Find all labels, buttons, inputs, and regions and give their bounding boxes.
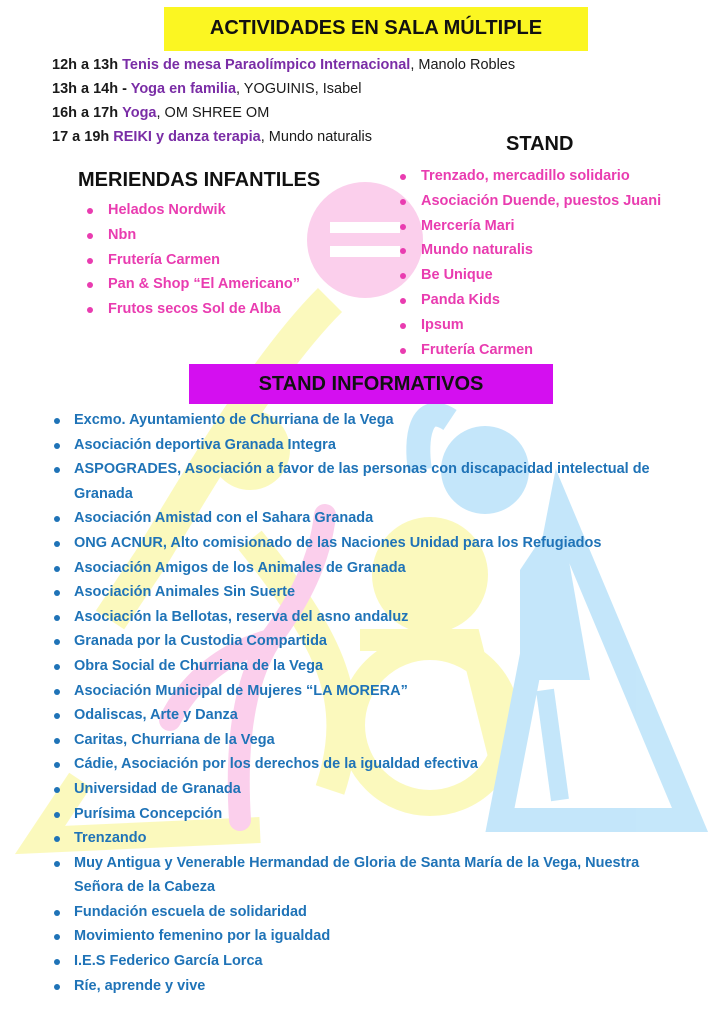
section-title-stand-informativos: STAND INFORMATIVOS <box>189 364 553 404</box>
list-item: Odaliscas, Arte y Danza <box>52 703 682 728</box>
stand-list <box>399 164 661 362</box>
activity-name: Yoga en familia <box>130 81 237 97</box>
section-title-actividades: ACTIVIDADES EN SALA MÚLTIPLE <box>164 7 588 51</box>
activity-row <box>52 129 372 145</box>
activity-name: Tenis de mesa Paraolímpico Internacional <box>122 57 411 73</box>
list-item: Caritas, Churriana de la Vega <box>52 728 682 753</box>
meriendas-list <box>86 198 300 322</box>
list-item: Trenzando <box>52 826 682 851</box>
list-item: ONG ACNUR, Alto comisionado de las Naciones Unidad para los Refugiados <box>52 531 682 556</box>
list-item: Trenzado, mercadillo solidario <box>399 164 661 189</box>
meriendas-title: MERIENDAS INFANTILES <box>78 169 321 191</box>
list-item: Ríe, aprende y vive <box>52 974 682 999</box>
activity-row <box>52 105 269 121</box>
list-item: Movimiento femenino por la igualdad <box>52 924 682 949</box>
list-item: Asociación deportiva Granada Integra <box>52 433 682 458</box>
activity-time: 13h a 14h <box>52 81 119 97</box>
list-item: Nbn <box>86 223 300 248</box>
activity-name: Yoga <box>122 105 157 121</box>
activity-time: 17 a 19h <box>52 129 110 145</box>
list-item: Muy Antigua y Venerable Hermandad de Gloria de Santa María de la Vega, Nuestra Señora de la Cabeza <box>52 851 682 900</box>
list-item: Asociación Animales Sin Suerte <box>52 580 682 605</box>
activity-host: , YOGUINIS, Isabel <box>236 81 362 97</box>
list-item: ASPOGRADES, Asociación a favor de las personas con discapacidad intelectual de Granada <box>52 457 682 506</box>
list-item: Universidad de Granada <box>52 777 682 802</box>
list-item: Asociación la Bellotas, reserva del asno andaluz <box>52 605 682 630</box>
list-item: Frutería Carmen <box>86 248 300 273</box>
activity-time: 16h a 17h <box>52 105 119 121</box>
list-item: Obra Social de Churriana de la Vega <box>52 654 682 679</box>
list-item: Asociación Amistad con el Sahara Granada <box>52 506 682 531</box>
list-item: Be Unique <box>399 263 661 288</box>
stand-title: STAND <box>506 133 574 155</box>
list-item: Granada por la Custodia Compartida <box>52 629 682 654</box>
list-item: Ipsum <box>399 313 661 338</box>
list-item: Asociación Amigos de los Animales de Granada <box>52 556 682 581</box>
list-item: Frutería Carmen <box>399 338 661 363</box>
list-item: Excmo. Ayuntamiento de Churriana de la Vega <box>52 408 682 433</box>
list-item: Asociación Duende, puestos Juani <box>399 189 661 214</box>
activity-row <box>52 57 515 73</box>
list-item: Asociación Municipal de Mujeres “LA MORERA” <box>52 679 682 704</box>
list-item: Mercería Mari <box>399 214 661 239</box>
list-item: Helados Nordwik <box>86 198 300 223</box>
activity-time: 12h a 13h <box>52 57 119 73</box>
list-item: Cádie, Asociación por los derechos de la igualdad efectiva <box>52 752 682 777</box>
activity-host: , OM SHREE OM <box>156 105 270 121</box>
list-item: I.E.S Federico García Lorca <box>52 949 682 974</box>
list-item: Mundo naturalis <box>399 238 661 263</box>
activity-separator: - <box>118 81 131 97</box>
list-item: Fundación escuela de solidaridad <box>52 900 682 925</box>
activity-name: REIKI y danza terapia <box>113 129 261 145</box>
list-item: Pan & Shop “El Americano” <box>86 272 300 297</box>
list-item: Panda Kids <box>399 288 661 313</box>
stand-informativos-list <box>52 408 682 998</box>
list-item: Frutos secos Sol de Alba <box>86 297 300 322</box>
activity-row <box>52 81 361 97</box>
activity-host: , Mundo naturalis <box>260 129 372 145</box>
activity-host: , Manolo Robles <box>410 57 516 73</box>
list-item: Purísima Concepción <box>52 802 682 827</box>
